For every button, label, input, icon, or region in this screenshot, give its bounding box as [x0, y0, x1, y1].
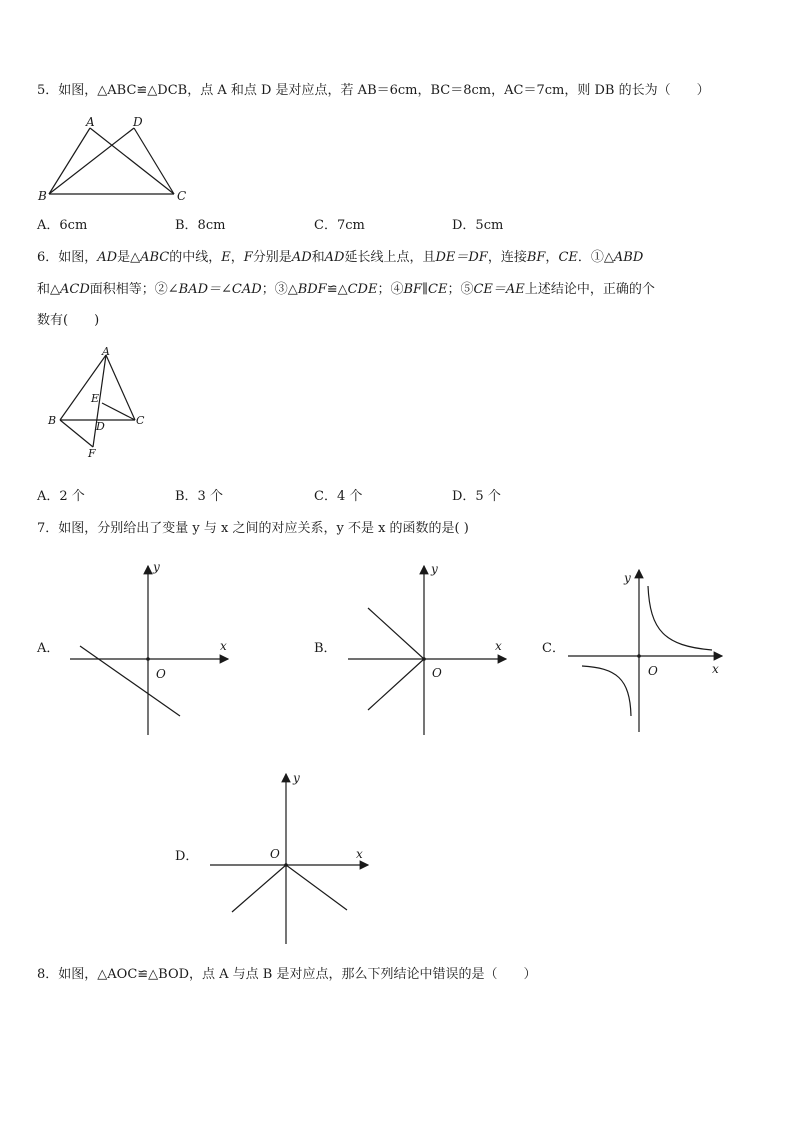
q7c-origin-label: O — [648, 664, 658, 678]
q7d-x-label: x — [356, 847, 363, 861]
q7c-hyperbola-lower — [582, 666, 631, 716]
q7c-hyperbola-upper — [648, 586, 712, 650]
q5-label-c: C — [177, 189, 187, 203]
q7a-origin-dot — [146, 657, 150, 661]
q6-segment-ec — [102, 403, 135, 420]
q7d-origin-label: O — [270, 847, 280, 861]
q7b-origin-dot — [422, 657, 426, 661]
q5-label-d: D — [133, 115, 143, 129]
q7c-y-label: y — [624, 571, 631, 585]
q6-label-d: D — [96, 420, 105, 433]
q7d-right-ray — [286, 865, 347, 910]
q5-option-d[interactable]: D．5cm — [452, 218, 504, 233]
q6-label-e: E — [91, 392, 100, 405]
q5-option-a[interactable]: A．6cm — [37, 218, 88, 233]
q5-label-b: B — [38, 189, 47, 203]
q5-segment-dc — [134, 128, 174, 194]
q6-figure — [42, 345, 162, 465]
q6-option-d[interactable]: D．5 个 — [452, 489, 501, 504]
q6-label-b: B — [48, 414, 57, 427]
q5-label-a: A — [86, 115, 95, 129]
q5-segment-bd — [49, 128, 134, 194]
q6-option-b[interactable]: B．3 个 — [175, 489, 223, 504]
q6-option-a[interactable]: A．2 个 — [37, 489, 85, 504]
q6-label-a: A — [102, 345, 110, 358]
q7a-y-label: y — [153, 560, 160, 574]
q7-graph-a — [60, 560, 240, 740]
q6-segment-ac — [106, 355, 135, 420]
q7b-lower-ray — [368, 659, 424, 710]
q7b-origin-label: O — [432, 666, 442, 680]
q7d-left-ray — [232, 865, 286, 912]
q6-label-f: F — [88, 447, 96, 460]
q7-graph-d — [200, 768, 380, 948]
q7-option-b[interactable]: B． — [314, 641, 337, 656]
q7b-upper-ray — [368, 608, 424, 659]
q6-option-c[interactable]: C．4 个 — [314, 489, 363, 504]
q7a-graph-line — [80, 646, 180, 716]
q7b-x-label: x — [495, 639, 502, 653]
q6-stem-line3: 数有( ) — [37, 313, 100, 328]
q7d-origin-dot — [284, 863, 288, 867]
q6-segment-ab — [60, 355, 106, 420]
q5-option-c[interactable]: C．7cm — [314, 218, 365, 233]
q7c-x-label: x — [712, 662, 719, 676]
q5-segment-ba — [49, 128, 90, 194]
q6-segment-bf — [60, 420, 93, 447]
q5-stem: 5．如图，△ABC≌△DCB，点 A 和点 D 是对应点，若 AB＝6cm，BC＝8cm，AC＝7cm，则 DB 的长为（ ） — [37, 83, 710, 98]
q7-graph-b — [338, 560, 518, 740]
q6-stem-line1: 6．如图，AD是△ABC的中线，E，F分别是AD和AD延长线上点，且DE＝DF，连接BF，CE．①△ABD — [37, 250, 644, 265]
q7-option-d[interactable]: D． — [175, 849, 199, 864]
q7-stem: 7．如图，分别给出了变量 y 与 x 之间的对应关系，y 不是 x 的函数的是( ) — [37, 521, 469, 536]
q7a-x-label: x — [220, 639, 227, 653]
q5-segment-ac — [90, 128, 174, 194]
q7-option-c[interactable]: C． — [542, 641, 565, 656]
q7a-origin-label: O — [156, 667, 166, 681]
q5-figure — [30, 112, 230, 202]
q7d-y-label: y — [293, 771, 300, 785]
q7-option-a[interactable]: A． — [37, 641, 60, 656]
q7b-y-label: y — [431, 562, 438, 576]
q8-stem: 8．如图，△AOC≌△BOD，点 A 与点 B 是对应点，那么下列结论中错误的是（ ） — [37, 967, 537, 982]
q6-stem-line2: 和△ACD面积相等；②∠BAD＝∠CAD；③△BDF≌△CDE；④BF∥CE；⑤CE＝AE上述结论中，正确的个 — [37, 282, 655, 297]
q5-option-b[interactable]: B．8cm — [175, 218, 226, 233]
q7c-origin-dot — [637, 654, 641, 658]
q7-graph-c — [564, 560, 734, 740]
q6-label-c: C — [136, 414, 145, 427]
